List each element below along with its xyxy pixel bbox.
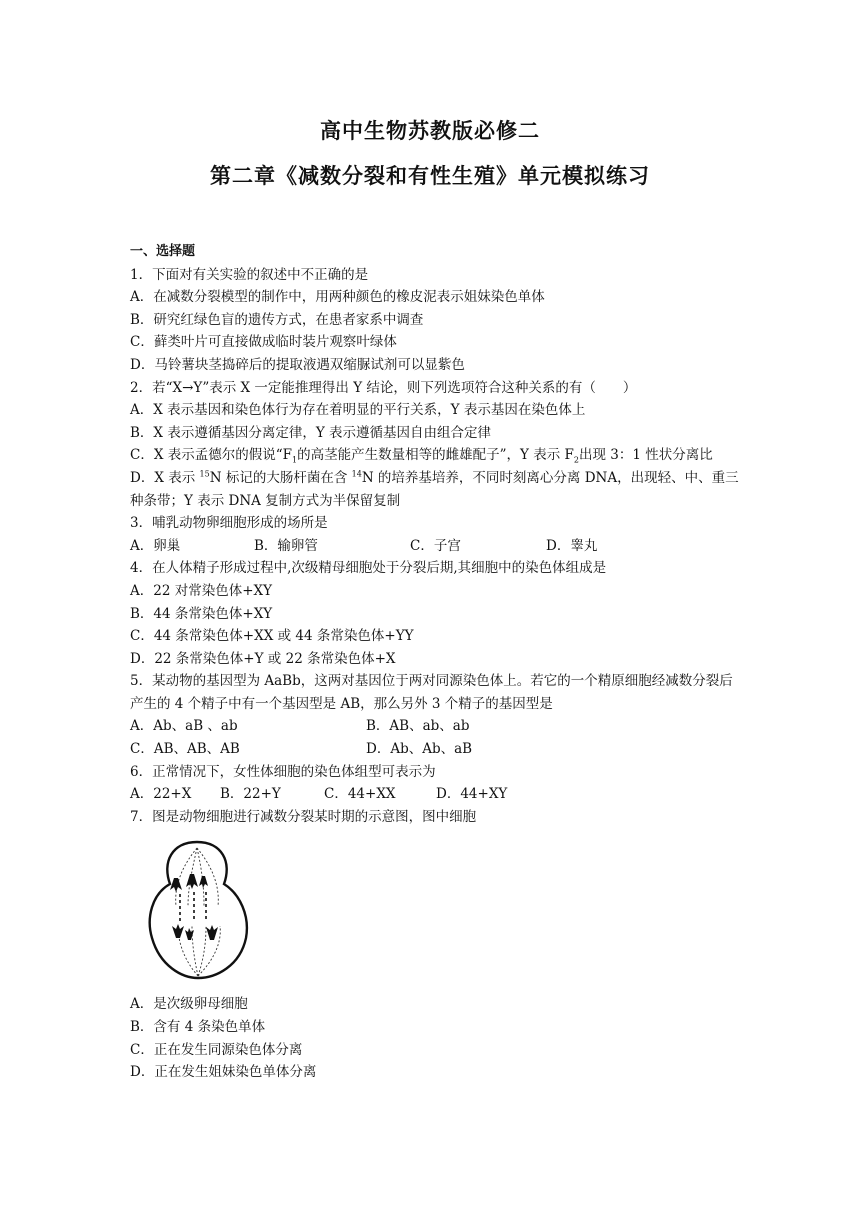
q2d-text-2: N 标记的大肠杆菌在含 <box>209 469 352 486</box>
question-5-stem: 5．某动物的基因型为 AaBb，这两对基因位于两对同源染色体上。若它的一个精原细胞经减数分裂后产生的 4 个精子中有一个基因型是 AB，那么另外 3 个精子的基因型是 <box>130 673 733 712</box>
question-5-options-row-2 <box>130 738 742 761</box>
question-6-options <box>130 783 742 806</box>
q2d-superscript-1: 15 <box>199 469 210 479</box>
question-2-option-b: B．X 表示遵循基因分离定律，Y 表示遵循基因自由组合定律 <box>130 424 492 441</box>
q2d-superscript-2: 14 <box>351 469 362 479</box>
question-1-stem: 1．下面对有关实验的叙述中不正确的是 <box>130 266 369 283</box>
question-1-option-b: B．研究红绿色盲的遗传方式，在患者家系中调查 <box>130 311 424 328</box>
document-subtitle: 第二章《减数分裂和有性生殖》单元模拟练习 <box>210 164 650 188</box>
question-6-stem: 6．正常情况下，女性体细胞的染色体组型可表示为 <box>130 763 436 780</box>
question-5-option-c: C．AB、AB、AB <box>130 741 240 758</box>
cell-division-figure <box>130 828 742 993</box>
question-3-option-d: D．睾丸 <box>546 537 598 554</box>
dividing-cell-diagram <box>142 836 252 986</box>
question-3-option-b: B．输卵管 <box>254 537 318 554</box>
lower-chromosomes <box>172 924 218 940</box>
question-7-option-c: C．正在发生同源染色体分离 <box>130 1041 303 1058</box>
q2d-text-3: N 的培养基培养，不同时刻离心分离 DNA，出现轻、中、重三种条带；Y 表示 DNA 复制方式为半保留复制 <box>130 469 739 509</box>
question-3-option-c: C．子宫 <box>410 537 461 554</box>
question-7-option-d: D．正在发生姐妹染色单体分离 <box>130 1064 317 1081</box>
question-2-option-a: A．X 表示基因和染色体行为存在着明显的平行关系，Y 表示基因在染色体上 <box>130 402 586 419</box>
question-1-option-c: C．藓类叶片可直接做成临时装片观察叶绿体 <box>130 334 397 351</box>
q2c-text-2: 的高茎能产生数量相等的雌雄配子”，Y 表示 F <box>297 447 574 464</box>
question-2-option-d <box>130 467 742 512</box>
section-heading: 一、选择题 <box>130 244 196 259</box>
question-4-option-c: C．44 条常染色体+XX 或 44 条常染色体+YY <box>130 628 414 645</box>
upper-chromosomes <box>170 874 208 892</box>
question-4-option-a: A．22 对常染色体+XY <box>130 582 273 599</box>
q2d-text-1: D．X 表示 <box>130 469 200 486</box>
question-7-option-b: B．含有 4 条染色单体 <box>130 1019 266 1036</box>
question-6-option-d: D．44+XY <box>436 786 508 803</box>
q2c-subscript-1: 1 <box>292 456 298 466</box>
question-3-option-a: A．卵巢 <box>130 537 181 554</box>
question-6-option-a: A．22+X <box>130 786 192 803</box>
question-1-option-d: D．马铃薯块茎捣碎后的提取液遇双缩脲试剂可以显紫色 <box>130 356 465 373</box>
question-1-option-a: A．在减数分裂模型的制作中，用两种颜色的橡皮泥表示姐妹染色单体 <box>130 289 545 306</box>
question-5-options-row-1 <box>130 715 742 738</box>
question-2-option-c <box>130 444 742 467</box>
question-7-option-a: A．是次级卵母细胞 <box>130 996 248 1013</box>
question-2-stem: 2．若“X→Y”表示 X 一定能推理得出 Y 结论，则下列选项符合这种关系的有（ ） <box>130 379 637 396</box>
document-title: 高中生物苏教版必修二 <box>320 119 540 143</box>
question-4-stem: 4．在人体精子形成过程中,次级精母细胞处于分裂后期,其细胞中的染色体组成是 <box>130 560 607 577</box>
question-4-option-d: D．22 条常染色体+Y 或 22 条常染色体+X <box>130 650 396 667</box>
question-7-stem: 7．图是动物细胞进行减数分裂某时期的示意图，图中细胞 <box>130 808 477 825</box>
question-3-options <box>130 535 742 558</box>
q2c-text-1: C．X 表示孟德尔的假说“F <box>130 447 292 464</box>
question-5-option-a: A．Ab、aB 、ab <box>130 718 238 735</box>
question-4-option-b: B．44 条常染色体+XY <box>130 605 273 622</box>
separating-chromatids <box>180 892 206 922</box>
question-5-option-b: B．AB、ab、ab <box>366 718 470 735</box>
question-3-stem: 3．哺乳动物卵细胞形成的场所是 <box>130 515 328 532</box>
question-5-option-d: D．Ab、Ab、aB <box>366 741 473 758</box>
question-list <box>130 241 742 1084</box>
spindle-fibers <box>176 848 221 976</box>
question-6-option-c: C．44+XX <box>324 786 396 803</box>
cell-membrane <box>150 842 247 978</box>
question-6-option-b: B．22+Y <box>220 786 281 803</box>
q2c-subscript-2: 2 <box>573 456 579 466</box>
q2c-text-3: 出现 3：1 性状分离比 <box>578 447 713 464</box>
